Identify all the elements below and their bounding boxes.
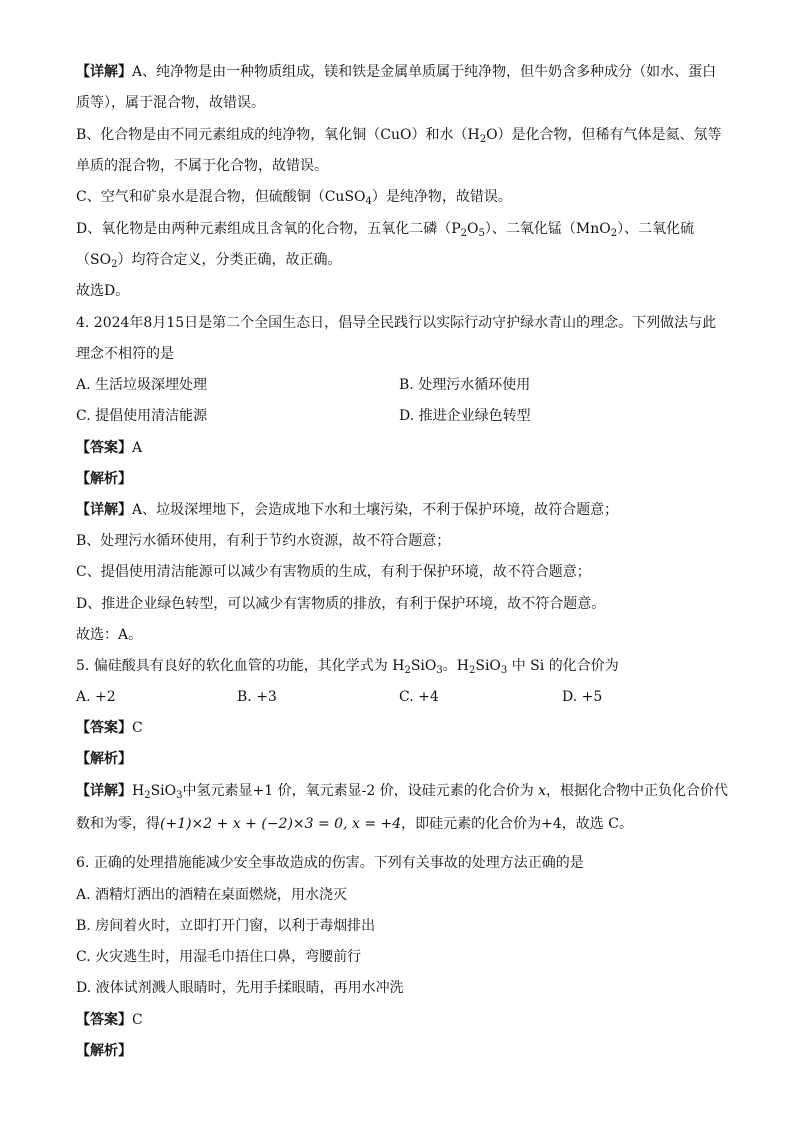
subscript: 3 <box>500 665 508 676</box>
subscript: 2 <box>610 228 618 239</box>
q5-option-a: A. +2 <box>76 689 116 705</box>
subscript: 2 <box>468 665 476 676</box>
q3-choose: 故选D。 <box>76 283 130 299</box>
q6-option-a: A. 酒精灯洒出的酒精在桌面燃烧，用水浇灭 <box>76 887 348 903</box>
text: ）、二氧化锰（MnO <box>484 221 611 237</box>
subscript: 4 <box>365 196 372 207</box>
text: O <box>467 221 479 237</box>
subscript: 3 <box>176 790 183 801</box>
text: ，即硅元素的化合价为+4，故选 C。 <box>401 816 633 832</box>
answer-tag: 【答案】 <box>76 1012 132 1028</box>
q4-answer <box>76 438 142 458</box>
q3-detail-a-line1 <box>76 62 716 82</box>
q3-detail-b-line1 <box>76 125 722 145</box>
text: ，根据化合物中正负化合价代 <box>546 783 729 799</box>
text: ）、二氧化硫 <box>617 221 695 237</box>
q6-option-c: C. 火灾逃生时，用湿毛巾捂住口鼻，弯腰前行 <box>76 949 362 965</box>
subscript: 2 <box>479 134 487 145</box>
detail-tag: 【详解】 <box>76 64 132 80</box>
subscript: 2 <box>460 228 468 239</box>
q3-detail-c-line <box>76 187 512 207</box>
text: ）是纯净物，故错误。 <box>371 189 512 205</box>
q4-stem-line1: 4. 2024年8月15日是第二个全国生态日，倡导全民践行以实际行动守护绿水青山的理念。下列做法与此 <box>76 315 717 331</box>
text: SiO <box>410 658 437 674</box>
q5-analysis-tag: 【解析】 <box>76 751 132 767</box>
math-variable: x <box>538 783 547 799</box>
detail-tag: 【详解】 <box>76 783 132 799</box>
q4-option-a: A. 生活垃圾深埋处理 <box>76 377 208 393</box>
subscript: 2 <box>111 259 118 270</box>
q6-analysis-tag: 【解析】 <box>76 1043 132 1059</box>
q4-analysis-tag: 【解析】 <box>76 471 132 487</box>
subscript: 5 <box>478 228 485 239</box>
answer-value: C <box>132 1012 143 1028</box>
text: H <box>132 783 145 799</box>
text: ）均符合定义，分类正确，故正确。 <box>117 252 342 268</box>
q6-option-d: D. 液体试剂溅人眼睛时，先用手揉眼睛，再用水冲洗 <box>76 980 404 996</box>
answer-tag: 【答案】 <box>76 440 132 456</box>
text: SiO <box>150 783 177 799</box>
text: A、垃圾深埋地下，会造成地下水和土壤污染，不利于保护环境，故符合题意； <box>132 502 619 518</box>
q6-stem: 6. 正确的处理措施能减少安全事故造成的伤害。下列有关事故的处理方法正确的是 <box>76 855 584 871</box>
q3-detail-d-line1 <box>76 219 694 239</box>
subscript: 3 <box>436 665 443 676</box>
q3-detail-b-line2: 单质的混合物，不属于化合物，故错误。 <box>76 158 328 174</box>
q5-option-b: B. +3 <box>237 689 277 705</box>
q6-answer <box>76 1010 143 1030</box>
text: O）是化合物，但稀有气体是氦、氖等 <box>486 127 722 143</box>
q4-option-b: B. 处理污水循环使用 <box>399 377 531 393</box>
text: 。H <box>442 658 469 674</box>
detail-tag: 【详解】 <box>76 502 132 518</box>
subscript: 2 <box>404 665 411 676</box>
text: 中氢元素显+1 价，氧元素显-2 价，设硅元素的化合价为 <box>182 783 539 799</box>
text: （SO <box>76 252 112 268</box>
q4-option-d: D. 推进企业绿色转型 <box>399 408 531 424</box>
answer-tag: 【答案】 <box>76 720 132 736</box>
q4-choose: 故选：A。 <box>76 627 143 643</box>
q3-detail-a-line2: 质等），属于混合物，故错误。 <box>76 95 265 111</box>
text: A、纯净物是由一种物质组成，镁和铁是金属单质属于纯净物，但牛奶含多种成分（如水、蛋白 <box>132 64 717 80</box>
q5-stem <box>76 656 619 676</box>
text: 数和为零，得 <box>76 816 160 832</box>
q5-detail-line2 <box>76 814 633 834</box>
text: 中 Si 的化合价为 <box>507 658 619 674</box>
q4-detail-line3: C、提倡使用清洁能源可以减少有害物质的生成，有利于保护环境，故不符合题意； <box>76 564 591 580</box>
q4-stem-line2: 理念不相符的是 <box>76 346 174 362</box>
q4-option-c: C. 提倡使用清洁能源 <box>76 408 208 424</box>
answer-value: A <box>132 440 143 456</box>
q5-answer <box>76 718 143 738</box>
q6-option-b: B. 房间着火时，立即打开门窗，以利于毒烟排出 <box>76 918 376 934</box>
q5-option-c: C. +4 <box>399 689 439 705</box>
text: SiO <box>475 658 501 674</box>
text: D、氧化物是由两种元素组成且含氧的化合物，五氧化二磷（P <box>76 221 461 237</box>
answer-value: C <box>132 720 143 736</box>
q5-option-d: D. +5 <box>562 689 603 705</box>
q5-detail-line1 <box>76 781 728 801</box>
math-equation: (+1)×2 + x + (−2)×3 = 0, x = +4 <box>160 816 402 832</box>
text: 5. 偏硅酸具有良好的软化血管的功能，其化学式为 H <box>76 658 405 674</box>
q3-detail-d-line2 <box>76 250 341 270</box>
q4-detail-line1 <box>76 500 618 520</box>
q4-detail-line2: B、处理污水循环使用，有利于节约水资源，故不符合题意； <box>76 533 451 549</box>
q4-detail-line4: D、推进企业绿色转型，可以减少有害物质的排放，有利于保护环境，故不符合题意。 <box>76 596 606 612</box>
text: C、空气和矿泉水是混合物，但硫酸铜（CuSO <box>76 189 366 205</box>
subscript: 2 <box>144 790 151 801</box>
text: B、化合物是由不同元素组成的纯净物，氧化铜（CuO）和水（H <box>76 127 480 143</box>
